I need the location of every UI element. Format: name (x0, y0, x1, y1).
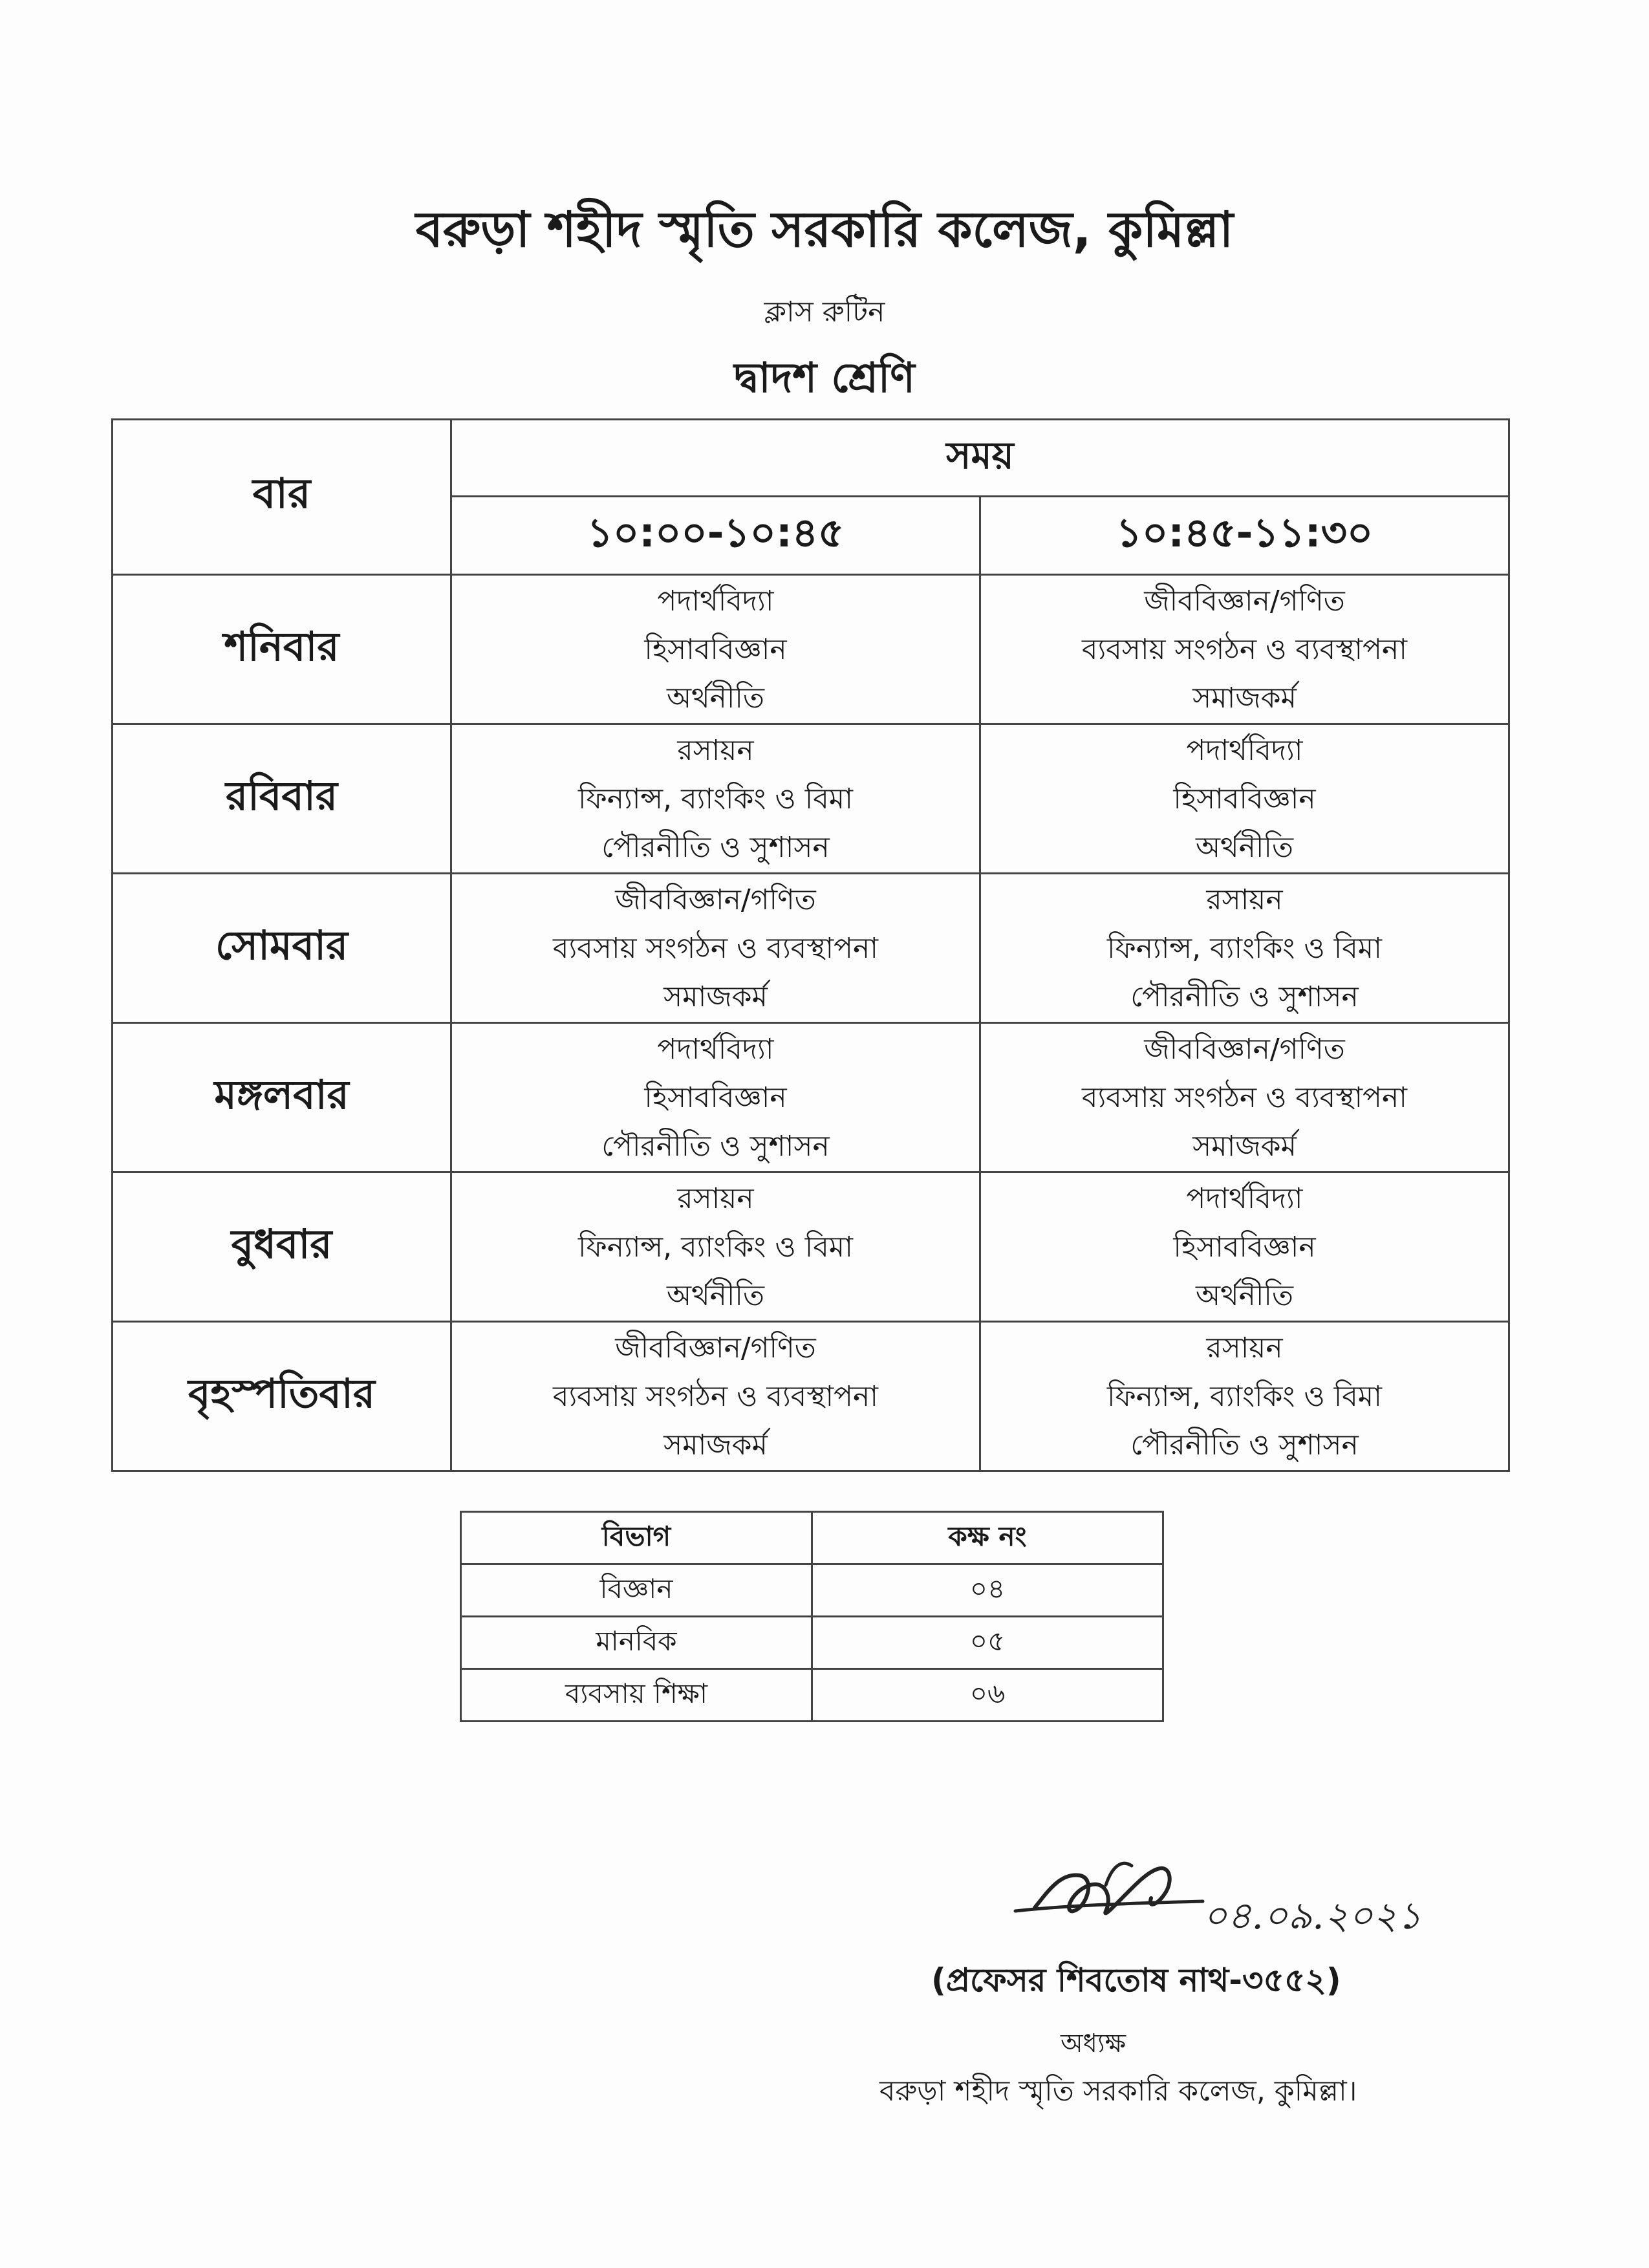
table-row (113, 575, 1509, 724)
subject: অর্থনীতি (1195, 1279, 1294, 1312)
subject: ব্যবসায় সংগঠন ও ব্যবস্থাপনা (553, 1379, 878, 1413)
time-slot-2: ১০:৪৫-১১:৩০ (980, 497, 1509, 575)
subject: রসায়ন (1206, 883, 1283, 916)
table-row (113, 1172, 1509, 1322)
subject: পৌরনীতি ও সুশাসন (601, 830, 830, 864)
table-row (113, 724, 1509, 874)
slot2-cell (980, 724, 1509, 874)
subject: পৌরনীতি ও সুশাসন (601, 1129, 830, 1163)
class-routine-table (111, 418, 1510, 1472)
time-column-header: সময় (451, 420, 1509, 497)
subject: অর্থনীতি (666, 681, 765, 715)
signatory-institution: বরুড়া শহীদ স্মৃতি সরকারি কলেজ, কুমিল্লা। (879, 2075, 1357, 2108)
subject: হিসাববিজ্ঞান (1173, 782, 1316, 815)
day-label: সোমবার (113, 874, 451, 1023)
department-name: বিজ্ঞান (461, 1564, 812, 1617)
slot2-cell (980, 1322, 1509, 1471)
subject: পদার্থবিদ্যা (1186, 1182, 1303, 1215)
subject: জীববিজ্ঞান/গণিত (615, 883, 816, 916)
slot1-cell (451, 1023, 980, 1172)
subject: হিসাববিজ্ঞান (644, 632, 787, 666)
table-row (461, 1617, 1163, 1669)
room-header-row (461, 1512, 1163, 1564)
subject: সমাজকর্ম (663, 980, 768, 1013)
time-slot-1: ১০:০০-১০:৪৫ (451, 497, 980, 575)
slot1-cell (451, 1172, 980, 1322)
slot1-cell (451, 575, 980, 724)
day-label: বৃহস্পতিবার (113, 1322, 451, 1471)
room-number: ০৬ (812, 1669, 1163, 1722)
slot1-cell (451, 1322, 980, 1471)
day-label: শনিবার (113, 575, 451, 724)
subject: হিসাববিজ্ঞান (644, 1081, 787, 1114)
subject: পৌরনীতি ও সুশাসন (1130, 1428, 1359, 1462)
table-row (113, 1322, 1509, 1471)
subject: ফিন্যান্স, ব্যাংকিং ও বিমা (578, 782, 853, 815)
room-number: ০৫ (812, 1617, 1163, 1669)
signatory-name: (প্রফেসর শিবতোষ নাথ-৩৫৫২) (931, 1961, 1341, 1999)
department-name: মানবিক (461, 1617, 812, 1669)
subject: সমাজকর্ম (1192, 1129, 1297, 1163)
table-row (461, 1564, 1163, 1617)
day-label: বুধবার (113, 1172, 451, 1322)
subject: রসায়ন (677, 733, 754, 767)
routine-subtitle: ক্লাস রুটিন (764, 296, 885, 329)
subject: ফিন্যান্স, ব্যাংকিং ও বিমা (578, 1230, 853, 1264)
day-column-header: বার (113, 420, 451, 575)
subject: রসায়ন (1206, 1331, 1283, 1365)
department-header: বিভাগ (461, 1512, 812, 1564)
subject: সমাজকর্ম (1192, 681, 1297, 715)
subject: পৌরনীতি ও সুশাসন (1130, 980, 1359, 1013)
slot2-cell (980, 874, 1509, 1023)
table-row (113, 874, 1509, 1023)
department-name: ব্যবসায় শিক্ষা (461, 1669, 812, 1722)
subject: ব্যবসায় সংগঠন ও ব্যবস্থাপনা (1082, 1081, 1407, 1114)
day-label: রবিবার (113, 724, 451, 874)
subject: অর্থনীতি (666, 1279, 765, 1312)
subject: ফিন্যান্স, ব্যাংকিং ও বিমা (1107, 1379, 1382, 1413)
subject: জীববিজ্ঞান/গণিত (615, 1331, 816, 1365)
room-number-table (460, 1511, 1164, 1722)
college-title: বরুড়া শহীদ স্মৃতি সরকারি কলেজ, কুমিল্লা (415, 200, 1234, 258)
slot2-cell (980, 1172, 1509, 1322)
subject: হিসাববিজ্ঞান (1173, 1230, 1316, 1264)
slot2-cell (980, 575, 1509, 724)
subject: ফিন্যান্স, ব্যাংকিং ও বিমা (1107, 931, 1382, 965)
subject: ব্যবসায় সংগঠন ও ব্যবস্থাপনা (553, 931, 878, 965)
room-number-header: কক্ষ নং (812, 1512, 1163, 1564)
subject: পদার্থবিদ্যা (657, 1032, 774, 1066)
room-number: ০৪ (812, 1564, 1163, 1617)
signatory-role: অধ্যক্ষ (1061, 2029, 1126, 2058)
subject: রসায়ন (677, 1182, 754, 1215)
handwritten-signature (1009, 1846, 1229, 1943)
subject: অর্থনীতি (1195, 830, 1294, 864)
subject: জীববিজ্ঞান/গণিত (1144, 584, 1345, 618)
table-row (113, 1023, 1509, 1172)
slot1-cell (451, 874, 980, 1023)
signature-date: ০৪.০৯.২০২১ (1203, 1894, 1422, 1938)
slot1-cell (451, 724, 980, 874)
subject: ব্যবসায় সংগঠন ও ব্যবস্থাপনা (1082, 632, 1407, 666)
subject: জীববিজ্ঞান/গণিত (1144, 1032, 1345, 1066)
slot2-cell (980, 1023, 1509, 1172)
routine-header-row (113, 420, 1509, 497)
subject: সমাজকর্ম (663, 1428, 768, 1462)
subject: পদার্থবিদ্যা (1186, 733, 1303, 767)
day-label: মঙ্গলবার (113, 1023, 451, 1172)
table-row (461, 1669, 1163, 1722)
class-name: দ্বাদশ শ্রেণি (734, 354, 915, 402)
subject: পদার্থবিদ্যা (657, 584, 774, 618)
